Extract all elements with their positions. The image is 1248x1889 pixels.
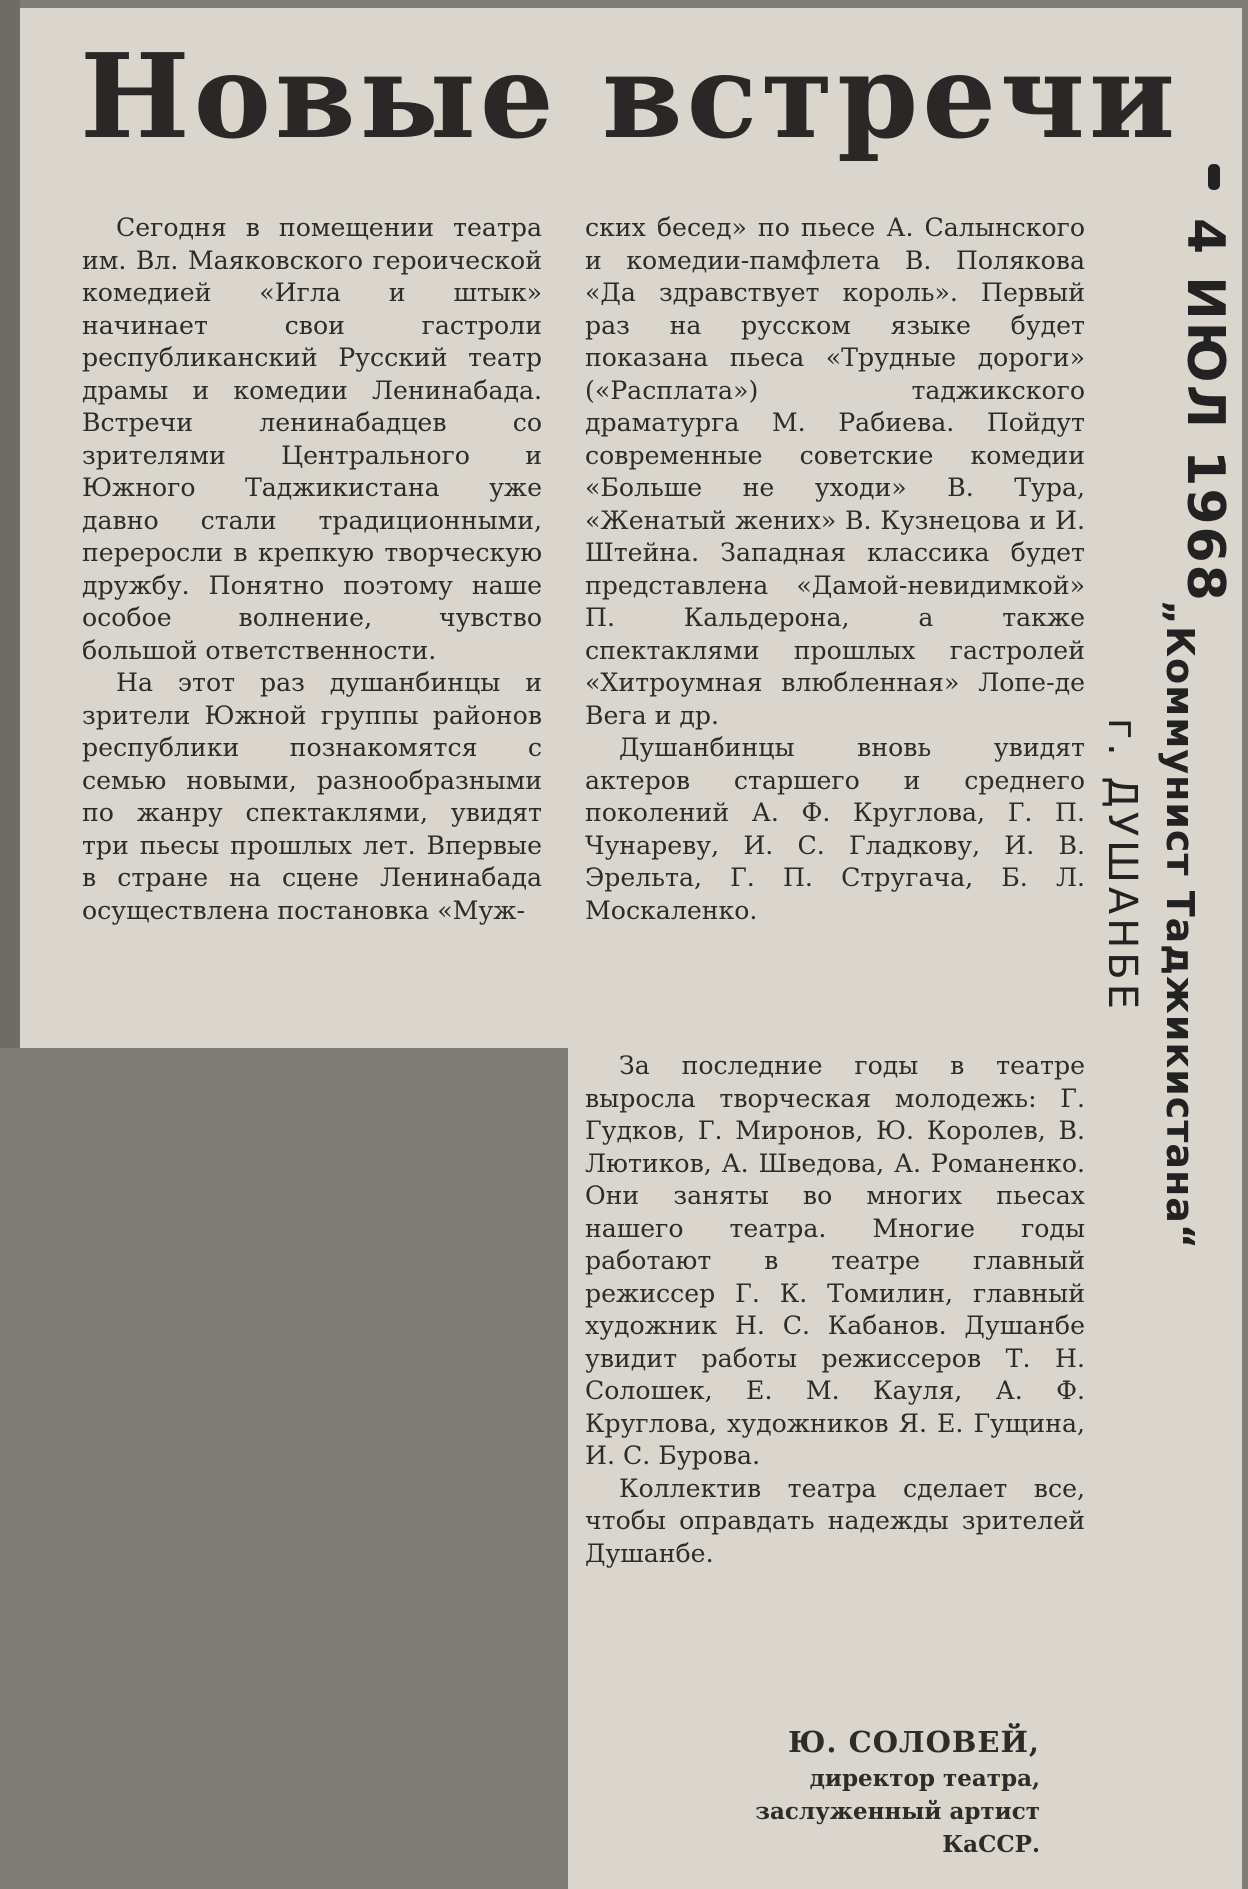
- paragraph: Сегодня в помещении театра им. Вл. Маяковского героической комедией «Игла и штык» начинает свои гастроли республиканский Русский театр драмы и комедии Ленинабада. Встречи ленинабадцев со зрителями Центрального и Южного Таджикистана уже давно стали традиционными, переросли в крепкую творческую дружбу. Понятно поэтому наше особое волнение, чувство большой ответственности.: [82, 213, 542, 665]
- paragraph: ских бесед» по пьесе А. Салынского и комедии-памфлета В. Полякова «Да здравствует король». Первый раз на русском языке будет показана пьеса «Трудные дороги» («Расплата») таджикского драматурга М. Рабиева. Пойдут современные советские комедии «Больше не уходи» В. Тура, «Женатый жених» В. Кузнецова и И. Штейна. Западная классика будет представлена «Дамой-невидимкой» П. Кальдерона, а также спектаклями прошлых гастролей «Хитроумная влюбленная» Лопе-де Вега и др.: [585, 213, 1085, 730]
- author-role: директор театра,: [809, 1765, 1040, 1792]
- paragraph: Душанбинцы вновь увидят актеров старшего и среднего поколений А. Ф. Круглова, Г. П. Чунареву, И. С. Гладкову, И. В. Эрельта, Г. П. Стругача, Б. Л. Москаленко.: [585, 733, 1085, 925]
- author-name: Ю. СОЛОВЕЙ,: [788, 1725, 1040, 1759]
- paragraph: За последние годы в театре выросла творческая молодежь: Г. Гудков, Г. Миронов, Ю. Королев, В. Лютиков, А. Шведова, А. Романенко. Они заняты во многих пьесах нашего театра. Многие годы работают в театре главный режиссер Г. К. Томилин, главный художник Н. С. Кабанов. Душанбе увидит работы режиссеров Т. Н. Солошек, Е. М. Кауля, А. Ф. Круглова, художников Я. Е. Гущина, И. С. Бурова.: [585, 1051, 1085, 1470]
- author-signature: [640, 1722, 1040, 1861]
- author-title-suffix: КаССР.: [942, 1831, 1040, 1858]
- article-column-left: [82, 212, 542, 927]
- paragraph: На этот раз душанбинцы и зрители Южной группы районов республики познакомятся с семью новыми, разнообразными по жанру спектаклями, увидят три пьесы прошлых лет. Впервые в стране на сцене Ленинабада осуществлена постановка «Муж-: [82, 668, 542, 925]
- stamp-city: г. ДУШАНБЕ: [1099, 718, 1145, 1013]
- stamp-dot: [1208, 164, 1220, 190]
- author-title: заслуженный артист: [755, 1798, 1040, 1825]
- article-headline: Новые встречи: [80, 29, 1180, 165]
- stamp-newspaper-name: „Коммунист Таджикистана“: [1158, 600, 1202, 1250]
- stamp-date: 4 ИЮЛ 1968: [1175, 218, 1235, 603]
- article-column-right-lower: [585, 1050, 1085, 1570]
- paragraph: Коллектив театра сделает все, чтобы оправдать надежды зрителей Душанбе.: [585, 1473, 1085, 1568]
- article-column-right: [585, 212, 1085, 927]
- background-left-edge: [0, 0, 20, 1048]
